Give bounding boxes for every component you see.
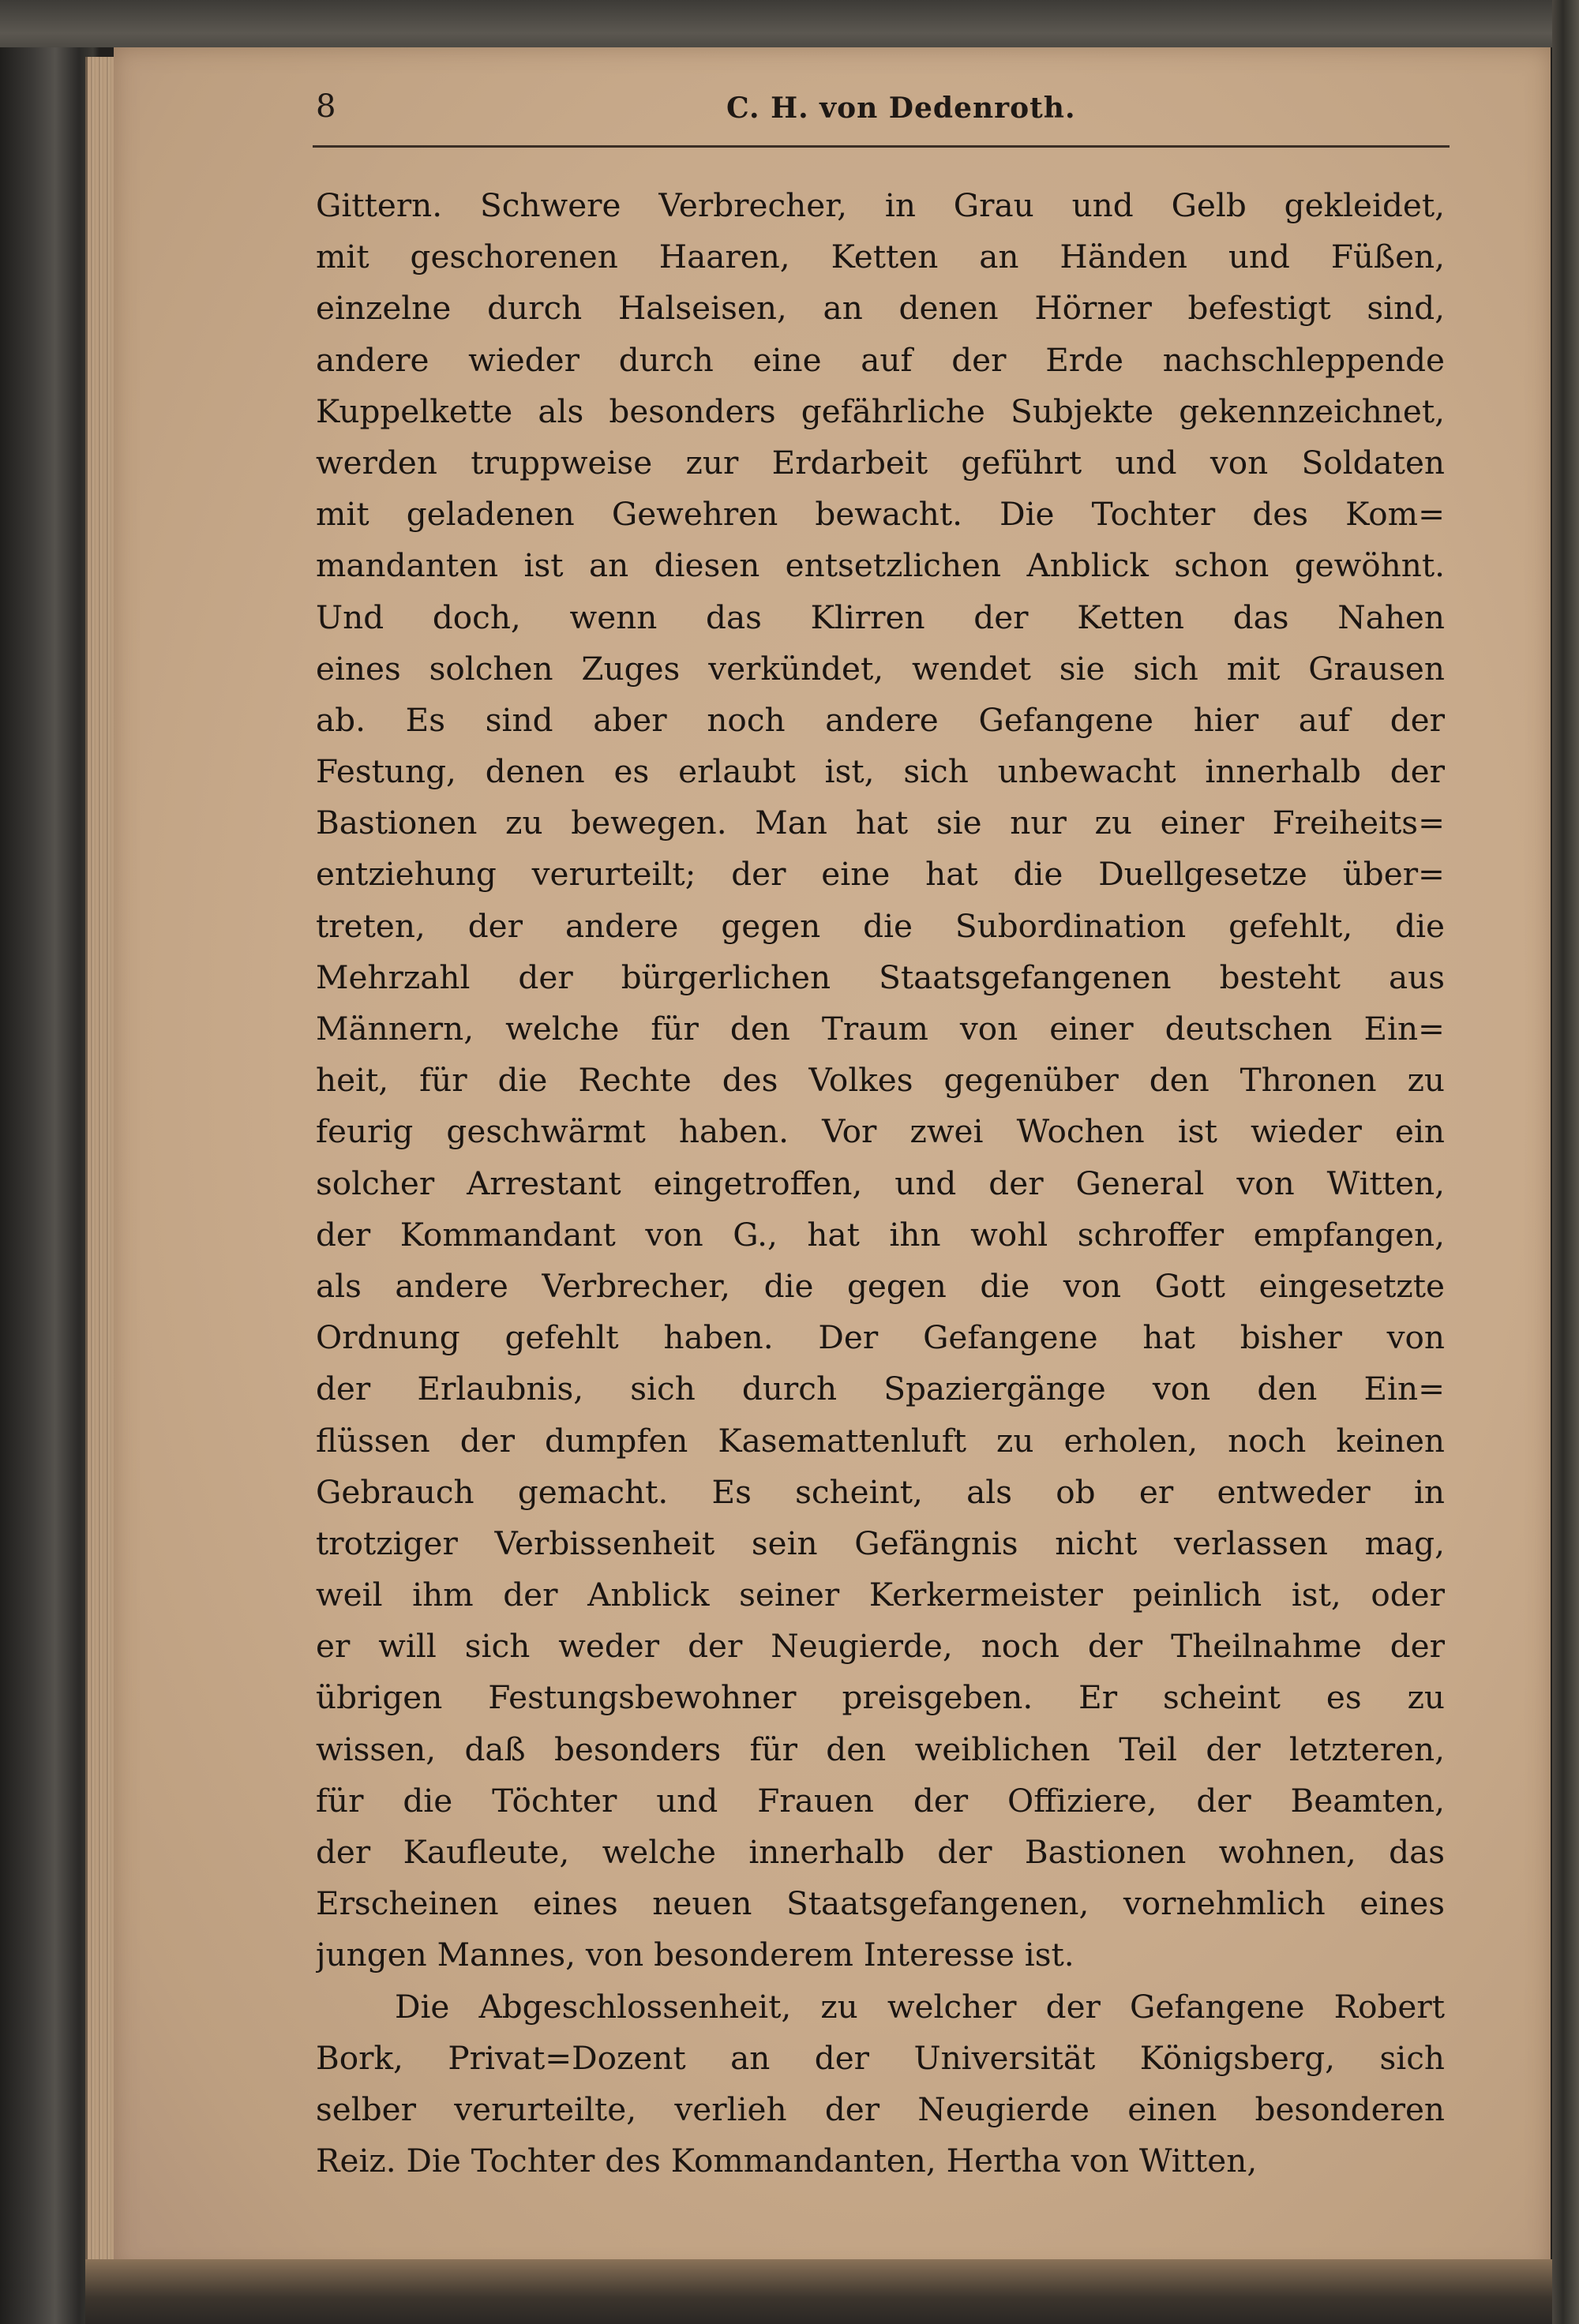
body-text bbox=[316, 180, 1445, 2187]
text-line: werden truppweise zur Erdarbeit geführt und von Soldaten bbox=[316, 443, 1445, 482]
book-cover-top-edge bbox=[0, 0, 1579, 47]
text-line: ab. Es sind aber noch andere Gefangene hier auf der bbox=[316, 700, 1445, 739]
text-line: Festung, denen es erlaubt ist, sich unbewacht innerhalb der bbox=[316, 752, 1445, 791]
text-line: entziehung verurteilt; der eine hat die Duellgesetze über= bbox=[316, 855, 1445, 894]
text-line: treten, der andere gegen die Subordination gefehlt, die bbox=[316, 906, 1445, 945]
text-line: selber verurteilte, verlieh der Neugierde einen besonderen bbox=[316, 2090, 1445, 2128]
text-line: flüssen der dumpfen Kasemattenluft zu erholen, noch keinen bbox=[316, 1421, 1445, 1460]
running-head bbox=[316, 88, 1453, 144]
book-cover-right-edge bbox=[1552, 0, 1579, 2324]
text-line: heit, für die Rechte des Volkes gegenüber den Thronen zu bbox=[316, 1061, 1445, 1100]
text-line: Und doch, wenn das Klirren der Ketten das Nahen bbox=[316, 598, 1445, 636]
text-line: der Erlaubnis, sich durch Spaziergänge von den Ein= bbox=[316, 1370, 1445, 1408]
text-line: für die Töchter und Frauen der Offiziere, der Beamten, bbox=[316, 1781, 1445, 1820]
text-line: andere wieder durch eine auf der Erde nachschleppende bbox=[316, 340, 1445, 379]
text-line: wissen, daß besonders für den weiblichen Teil der letzteren, bbox=[316, 1730, 1445, 1768]
header-rule bbox=[313, 145, 1450, 148]
text-line: solcher Arrestant eingetroffen, und der General von Witten, bbox=[316, 1164, 1445, 1202]
text-line: feurig geschwärmt haben. Vor zwei Wochen ist wieder ein bbox=[316, 1112, 1445, 1151]
text-line: Bastionen zu bewegen. Man hat sie nur zu einer Freiheits= bbox=[316, 804, 1445, 842]
text-line: Ordnung gefehlt haben. Der Gefangene hat bisher von bbox=[316, 1318, 1445, 1357]
text-line: jungen Mannes, von besonderem Interesse ist. bbox=[316, 1936, 1075, 1974]
text-line: Gittern. Schwere Verbrecher, in Grau und Gelb gekleidet, bbox=[316, 186, 1445, 224]
header-title: C. H. von Dedenroth. bbox=[726, 92, 1076, 125]
text-line: als andere Verbrecher, die gegen die von Gott eingesetzte bbox=[316, 1266, 1445, 1305]
text-line: übrigen Festungsbewohner preisgeben. Er scheint es zu bbox=[316, 1678, 1445, 1717]
text-line: der Kommandant von G., hat ihn wohl schroffer empfangen, bbox=[316, 1215, 1445, 1254]
text-line: einzelne durch Halseisen, an denen Hörner befestigt sind, bbox=[316, 289, 1445, 328]
text-line: mit geladenen Gewehren bewacht. Die Tochter des Kom= bbox=[316, 495, 1445, 534]
text-line: Kuppelkette als besonders gefährliche Subjekte gekennzeichnet, bbox=[316, 392, 1445, 430]
text-line: Bork, Privat=Dozent an der Universität Königsberg, sich bbox=[316, 2038, 1445, 2077]
text-line: Gebrauch gemacht. Es scheint, als ob er entweder in bbox=[316, 1472, 1445, 1511]
text-line: der Kaufleute, welche innerhalb der Bastionen wohnen, das bbox=[316, 1833, 1445, 1871]
text-line: er will sich weder der Neugierde, noch der Theilnahme der bbox=[316, 1627, 1445, 1666]
text-line: Erscheinen eines neuen Staatsgefangenen, vornehmlich eines bbox=[316, 1884, 1445, 1923]
text-line: Die Abgeschlossenheit, zu welcher der Gefangene Robert bbox=[395, 1987, 1445, 2026]
text-line: Reiz. Die Tochter des Kommandanten, Hertha von Witten, bbox=[316, 2142, 1258, 2180]
text-line: trotziger Verbissenheit sein Gefängnis nicht verlassen mag, bbox=[316, 1524, 1445, 1562]
text-line: mit geschorenen Haaren, Ketten an Händen und Füßen, bbox=[316, 238, 1445, 276]
text-line: weil ihm der Anblick seiner Kerkermeister peinlich ist, oder bbox=[316, 1576, 1445, 1614]
page-bottom-shadow bbox=[85, 2259, 1552, 2324]
text-line: Mehrzahl der bürgerlichen Staatsgefangenen besteht aus bbox=[316, 958, 1445, 996]
page-number: 8 bbox=[316, 88, 336, 125]
text-line: Männern, welche für den Traum von einer deutschen Ein= bbox=[316, 1010, 1445, 1048]
text-line: eines solchen Zuges verkündet, wendet sie sich mit Grausen bbox=[316, 649, 1445, 688]
text-line: mandanten ist an diesen entsetzlichen Anblick schon gewöhnt. bbox=[316, 546, 1445, 585]
